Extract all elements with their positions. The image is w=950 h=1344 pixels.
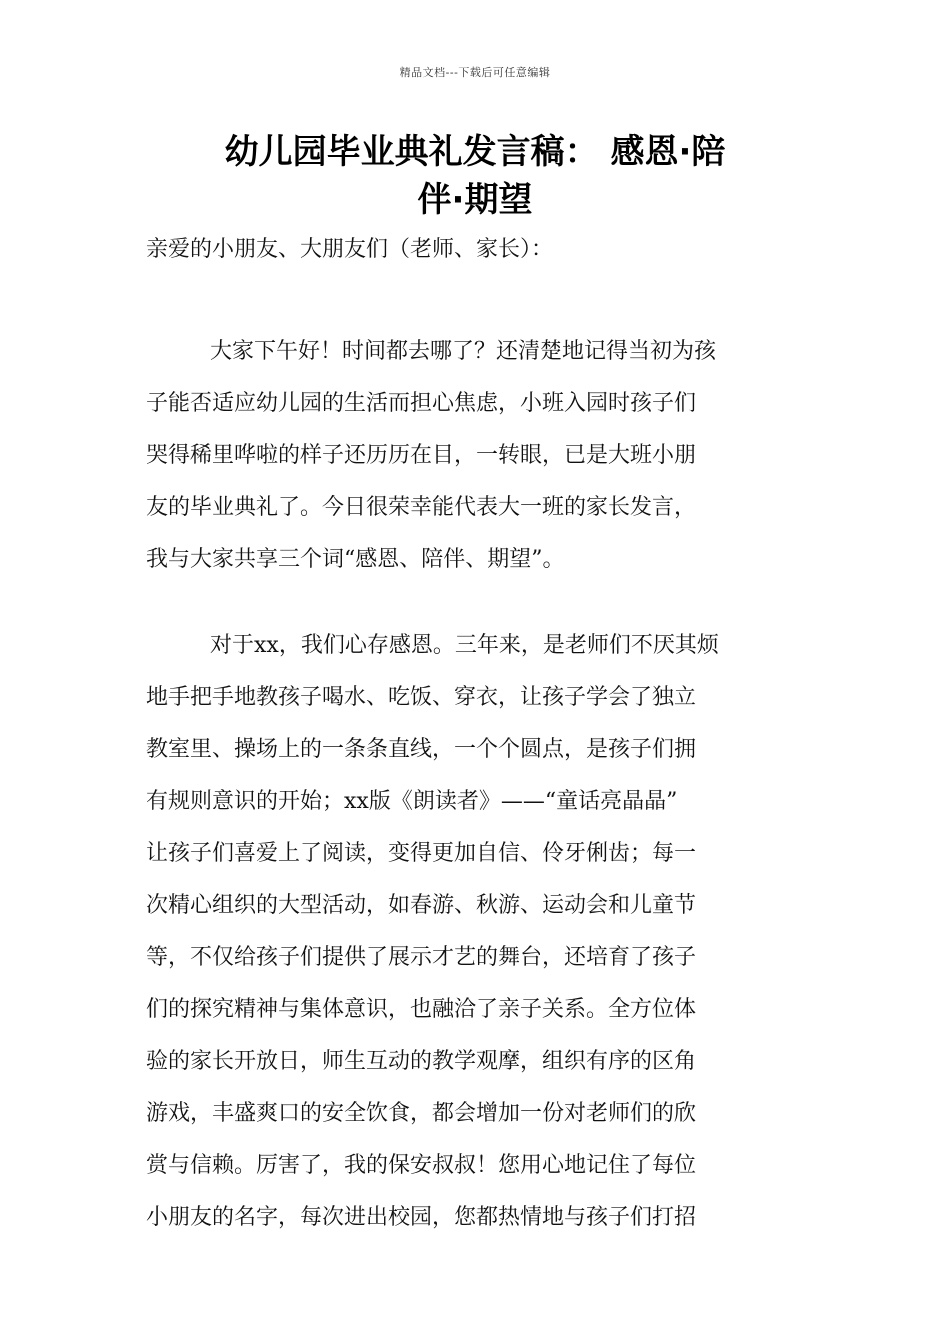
- text-line: 对于xx，我们心存感恩。三年来，是老师们不厌其烦: [210, 633, 719, 658]
- title-line-2: 伴·期望: [417, 180, 533, 220]
- text-line: 验的家长开放日，师生互动的教学观摩，组织有序的区角: [146, 1049, 697, 1074]
- text-line: 子能否适应幼儿园的生活而担心焦虑，小班入园时孩子们: [146, 391, 697, 416]
- document-title: [150, 128, 800, 224]
- paragraph-gratitude: [146, 620, 806, 1244]
- page-header: 精品文档---下载后可任意编辑: [399, 66, 551, 79]
- text-line: 让孩子们喜爱上了阅读，变得更加自信、伶牙俐齿；每一: [146, 841, 697, 866]
- text-line: 游戏，丰盛爽口的安全饮食，都会增加一份对老师们的欣: [146, 1101, 697, 1126]
- salutation: 亲爱的小朋友、大朋友们（老师、家长）：: [146, 237, 554, 262]
- text-line: 教室里、操场上的一条条直线，一个个圆点，是孩子们拥: [146, 737, 697, 762]
- text-line: 次精心组织的大型活动，如春游、秋游、运动会和儿童节: [146, 893, 697, 918]
- text-line: 小朋友的名字，每次进出校园，您都热情地与孩子们打招: [146, 1205, 697, 1230]
- text-line: 有规则意识的开始；xx版《朗读者》——“童话亮晶晶”: [146, 789, 678, 814]
- text-line: 哭得稀里哗啦的样子还历历在目，一转眼，已是大班小朋: [146, 443, 697, 468]
- text-line: 我与大家共享三个词“感恩、陪伴、期望”。: [146, 547, 565, 572]
- paragraph-greeting: [146, 326, 806, 586]
- text-line: 赏与信赖。厉害了，我的保安叔叔！您用心地记住了每位: [146, 1153, 697, 1178]
- text-line: 大家下午好！时间都去哪了？还清楚地记得当初为孩: [210, 339, 717, 364]
- text-line: 友的毕业典礼了。今日很荣幸能代表大一班的家长发言，: [146, 495, 697, 520]
- text-line: 地手把手地教孩子喝水、吃饭、穿衣，让孩子学会了独立: [146, 685, 697, 710]
- title-line-1: 幼儿园毕业典礼发言稿： 感恩·陪: [224, 132, 726, 172]
- text-line: 等，不仅给孩子们提供了展示才艺的舞台，还培育了孩子: [146, 945, 697, 970]
- text-line: 们的探究精神与集体意识，也融洽了亲子关系。全方位体: [146, 997, 697, 1022]
